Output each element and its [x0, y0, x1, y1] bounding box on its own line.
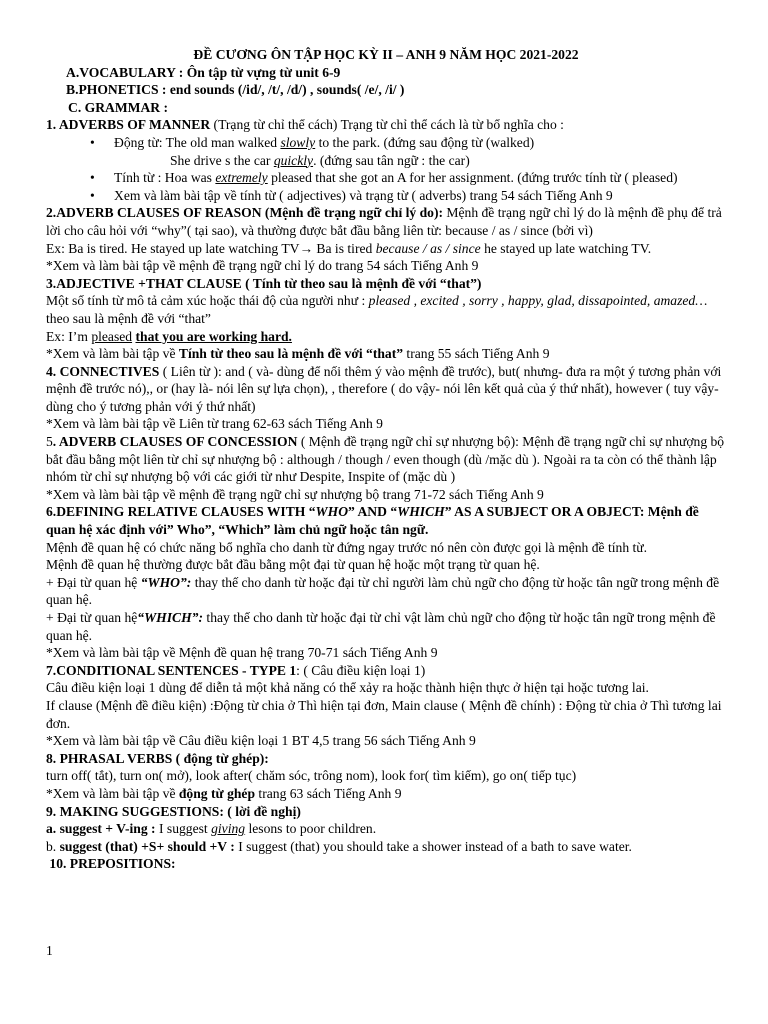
note-topic: động từ ghép: [178, 785, 256, 801]
text: Ba is tired: [313, 240, 376, 256]
bullet-list: [46, 169, 726, 204]
text: + Đại từ quan hệ: [46, 574, 141, 590]
example-clause: that you are working hard.: [135, 328, 292, 344]
example-line: [46, 240, 726, 258]
text: thay thế cho danh từ hoặc đại từ chỉ vật làm chủ ngữ cho động từ hoặc tân ngữ trong mệnh đề quan hệ.: [46, 610, 716, 643]
page-number: 1: [46, 943, 53, 958]
exercise-note: [46, 345, 726, 363]
section-heading-relative-clauses: [46, 503, 726, 538]
text: he stayed up late watching TV.: [480, 240, 652, 256]
text: ” AND “: [348, 504, 398, 520]
section-text: If clause (Mệnh đề điều kiện) :Động từ chia ở Thì hiện tại đơn, Main clause ( Mệnh đề chính) : Động từ chia ở Thì tương lai đơn.: [46, 697, 722, 731]
text: ” AS A SUBJECT OR A OBJECT: Mệnh đề quan hệ xác định với” Who”, “Which” làm chủ ngữ hoặc tân ngữ.: [46, 504, 699, 538]
text: I suggest (that) you should take a shower instead of a bath to save water.: [234, 838, 632, 854]
grammar-heading: C. GRAMMAR :: [68, 99, 169, 115]
example-word: slowly: [280, 134, 316, 150]
note-topic: Tính từ theo sau là mệnh đề với “that”: [178, 346, 404, 362]
pattern: suggest (that) +S+ should +V :: [59, 838, 235, 854]
section-heading-prepositions: 10. PREPOSITIONS:: [46, 856, 176, 872]
vocabulary-heading: A.VOCABULARY : Ôn tập từ vựng từ unit 6-9: [66, 64, 341, 80]
example-word: giving: [211, 821, 246, 837]
list-item: [46, 169, 726, 187]
example-word: extremely: [215, 170, 268, 186]
section-heading: . ADVERB CLAUSES OF CONCESSION: [52, 434, 298, 450]
text: lesons to poor children.: [245, 821, 377, 837]
text: to the park. (đứng sau động từ (walked): [315, 134, 535, 150]
pronoun-label: “WHICH”:: [137, 610, 204, 625]
text: trang 63 sách Tiếng Anh 9: [255, 785, 402, 801]
text: Ex: Ba is tired. He stayed up late watching TV: [46, 240, 300, 256]
text: theo sau là mệnh đề với “that”: [46, 310, 211, 326]
document-body: [46, 46, 726, 873]
section-adverbs-of-manner: [46, 116, 726, 134]
text: Một số tính từ mô tả cảm xúc hoặc thái độ của người như :: [46, 293, 369, 309]
exercise-note: [46, 785, 726, 803]
text: Động từ: The old man walked: [114, 134, 281, 150]
text: Xem và làm bài tập về tính từ ( adjectives) và trạng từ ( adverbs) trang 54 sách Tiếng Anh 9: [114, 187, 613, 203]
text: Tính từ : Hoa was: [114, 170, 216, 186]
arrow-icon: →: [299, 240, 314, 256]
adjective-list: pleased , excited , sorry , happy, glad, dissapointed, amazed…: [368, 293, 708, 309]
pronoun-label: “WHO”:: [140, 574, 192, 590]
text: thay thế cho danh từ hoặc đại từ chỉ người làm chủ ngữ cho động từ hoặc tân ngữ trong mệnh đề quan hệ.: [46, 574, 720, 608]
section-text: ( Liên từ ): and ( và- dùng để nối thêm ý vào mệnh đề trước), but( nhưng- đưa ra một ý tương phản với mệnh đề trước nó),, or (hay là- nói lên sự lựa chọn), , therefore ( do vậy- nói lên kết quả của ý thứ nhất), however ( tuy vậy- dùng cho ý tương phản với ý thứ nhất): [46, 363, 722, 414]
text: pleased that she got an A for her assignment. (đứng trước tính từ ( pleased): [267, 170, 678, 186]
relative-pronoun-which: [46, 609, 726, 644]
example-line: [46, 328, 726, 346]
section-text: Mệnh đề quan hệ thường được bắt đầu bằng một đại từ quan hệ hoặc một trạng từ quan hệ.: [46, 557, 540, 573]
section-text: turn off( tắt), turn on( mở), look after( chăm sóc, trông nom), look for( tìm kiếm), go on( tiếp tục): [46, 768, 577, 784]
page-title: ĐỀ CƯƠNG ÔN TẬP HỌC KỲ II – ANH 9 NĂM HỌC 2021-2022: [193, 47, 579, 62]
text: trang 55 sách Tiếng Anh 9: [403, 346, 550, 362]
section-text: (Trạng từ chỉ thể cách) Trạng từ chỉ thể cách là từ bổ nghĩa cho :: [210, 117, 564, 133]
section-text: Mệnh đề quan hệ có chức năng bổ nghĩa cho danh từ đứng ngay trước nó nên còn được gọi là mệnh đề tính từ.: [46, 539, 648, 555]
section-text: Câu điều kiện loại 1 dùng để diễn tả một khả năng có thể xảy ra hoặc thành hiện thực ở hiện tại hoặc tương lai.: [46, 680, 649, 696]
section-heading: 7.CONDITIONAL SENTENCES - TYPE 1: [46, 662, 297, 678]
section-text: [46, 292, 726, 327]
suggestion-a: [46, 820, 726, 838]
section-text: ( Mệnh đề trạng ngữ chỉ sự nhượng bộ): Mệnh đề trạng ngữ chỉ sự nhượng bộ bắt đầu bằng một liên từ chỉ sự nhượng bộ : although / though / even though (dù /mặc dù ). Ngoài ra ta còn có thể thành lập nhóm từ chỉ sự nhượng bộ với các giới từ như Despite, Inspite of (mặc dù ): [46, 434, 725, 485]
text: *Xem và làm bài tập về: [46, 785, 179, 801]
relative-pronoun-who: [46, 574, 726, 609]
example-word: pleased: [91, 328, 133, 344]
text: 6.DEFINING RELATIVE CLAUSES WITH “: [46, 504, 316, 520]
list-item: [46, 187, 726, 205]
section-heading: 2.ADVERB CLAUSES OF REASON (Mệnh đề trạng ngữ chỉ lý do):: [46, 205, 443, 221]
exercise-note: *Xem và làm bài tập về mệnh đề trạng ngữ chỉ lý do trang 54 sách Tiếng Anh 9: [46, 258, 479, 274]
exercise-note: *Xem và làm bài tập về Câu điều kiện loại 1 BT 4,5 trang 56 sách Tiếng Anh 9: [46, 733, 476, 749]
section-conditional-sentences: [46, 662, 726, 680]
list-item: [46, 134, 726, 152]
text: *Xem và làm bài tập về: [46, 346, 179, 362]
section-text: : ( Câu điều kiện loại 1): [296, 662, 426, 678]
text: . (đứng sau tân ngữ : the car): [313, 152, 470, 168]
list-continuation: [46, 152, 726, 170]
section-number: 5: [46, 434, 53, 450]
section-heading-adjective-that-clause: 3.ADJECTIVE +THAT CLAUSE ( Tính từ theo sau là mệnh đề với “that”): [46, 275, 482, 291]
section-connectives: [46, 363, 726, 416]
section-heading-making-suggestions: 9. MAKING SUGGESTIONS: ( lời đề nghị): [46, 803, 301, 819]
text: WHICH: [397, 504, 445, 520]
section-heading-phrasal-verbs: 8. PHRASAL VERBS ( động từ ghép):: [46, 750, 269, 766]
example-conjunctions: because / as / since: [375, 240, 481, 256]
section-heading: 4. CONNECTIVES: [46, 363, 160, 379]
text: b.: [46, 838, 60, 854]
text: I suggest: [155, 821, 212, 837]
section-adverb-clauses-of-reason: [46, 204, 726, 239]
text: WHO: [315, 504, 349, 520]
exercise-note: *Xem và làm bài tập về Liên từ trang 62-63 sách Tiếng Anh 9: [46, 416, 383, 432]
text: + Đại từ quan hệ: [46, 610, 138, 625]
exercise-note: *Xem và làm bài tập về mệnh đề trạng ngữ chỉ sự nhượng bộ trang 71-72 sách Tiếng Anh 9: [46, 486, 544, 502]
suggestion-b: [46, 838, 726, 856]
bullet-list: [46, 134, 726, 152]
section-adverb-clauses-of-concession: [46, 433, 726, 486]
phonetics-heading: B.PHONETICS : end sounds (/id/, /t/, /d/) , sounds( /e/, /i/ ): [66, 82, 405, 98]
text: She drive s the car: [170, 152, 274, 168]
pattern: a. suggest + V-ing :: [46, 821, 156, 837]
exercise-note: *Xem và làm bài tập về Mệnh đề quan hệ trang 70-71 sách Tiếng Anh 9: [46, 645, 438, 661]
section-heading: 1. ADVERBS OF MANNER: [46, 117, 211, 133]
section-text: Mệnh đề trạng ngữ chỉ lý do là mệnh đề phụ để trả lời cho câu hỏi với “why”( tại sao), và thường được bắt đầu bằng liên từ: because / as / since (bởi vì): [46, 205, 722, 238]
example-word: quickly: [273, 152, 314, 168]
text: Ex: I’m: [46, 328, 92, 344]
